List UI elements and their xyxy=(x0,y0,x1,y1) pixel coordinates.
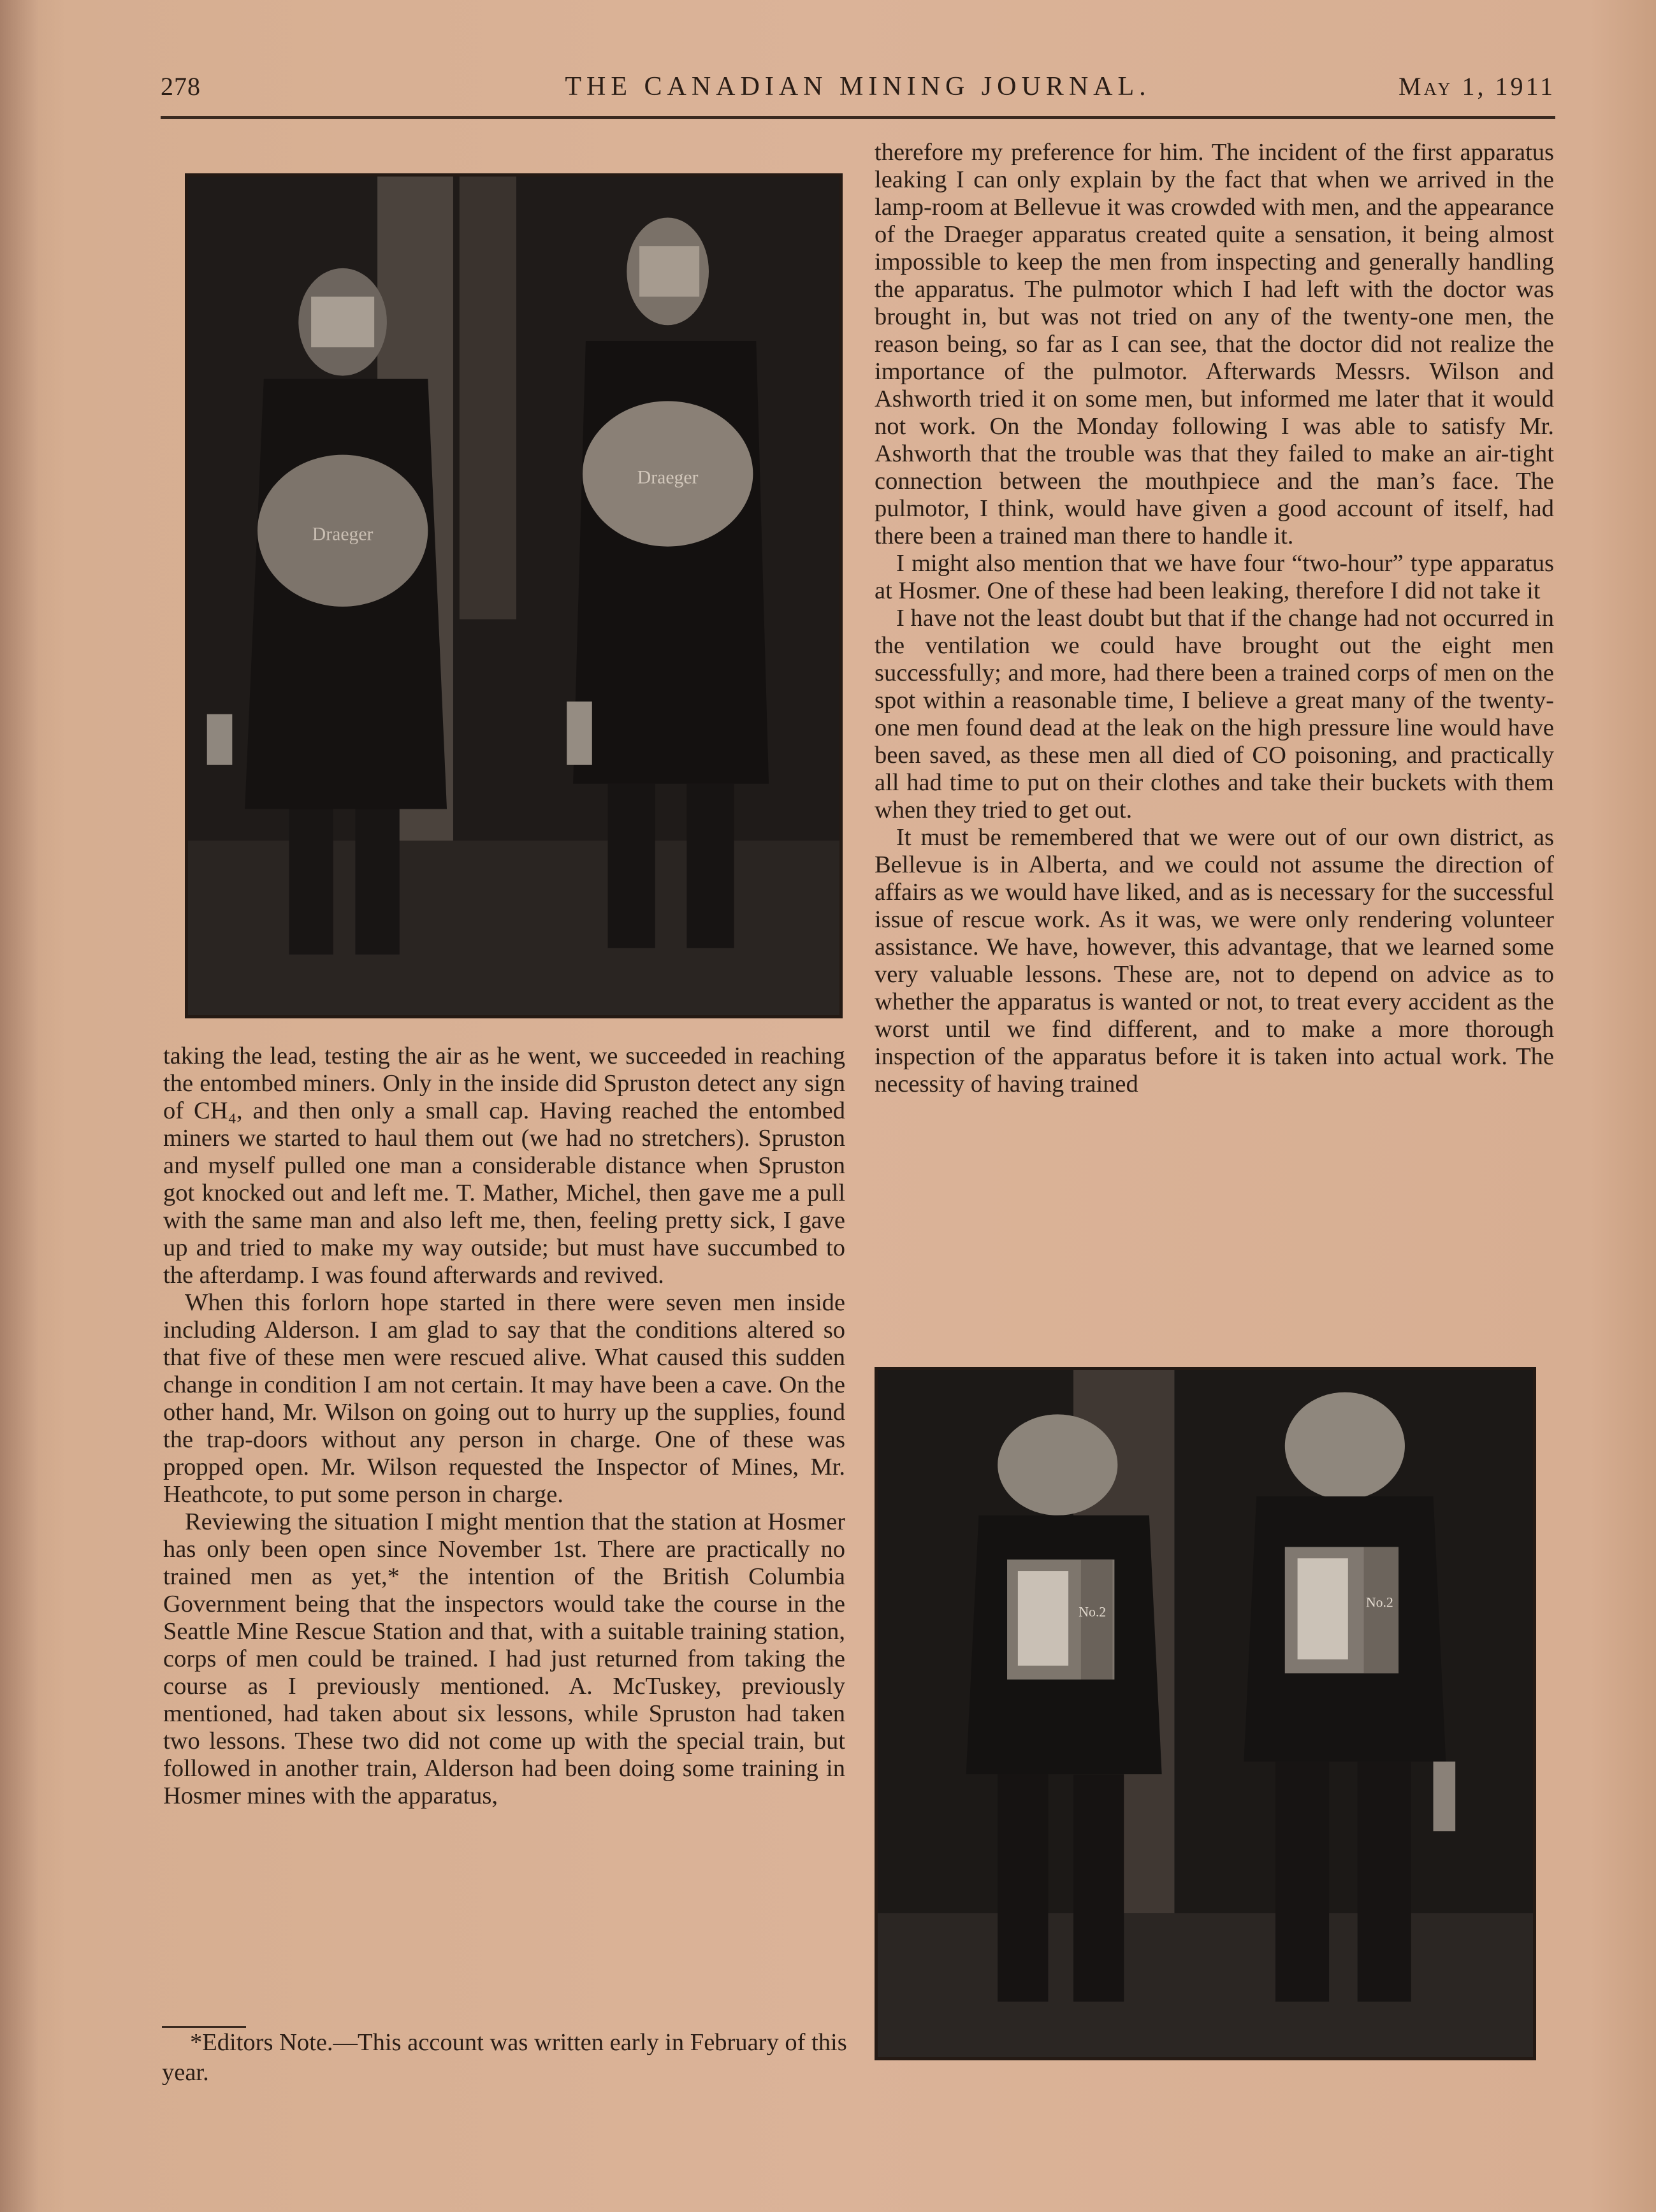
photo-apparatus-back-view-image xyxy=(878,1370,1533,2057)
journal-title: THE CANADIAN MINING JOURNAL. xyxy=(565,72,1151,101)
left-column-text xyxy=(163,1043,845,1810)
paragraph: It must be remembered that we were out of our own district, as Bellevue is in Alberta, and we could not assume the direction of affairs as we would have liked, and as is necessary for the successful issue of rescue work. As it was, we were only rendering volunteer assistance. We have, however, this advantage, that we learned some very valuable lessons. These are, not to depend on advice as to whether the apparatus is wanted or not, to treat every accident as the worst until we find different, and to make a more thorough inspection of the apparatus before it is taken into actual work. The necessity of having trained xyxy=(875,824,1554,1097)
paragraph: taking the lead, testing the air as he went, we succeeded in reaching the entombed miners. Only in the inside did Spruston detect any sign of CH₄, and then only a small cap. Having reached the entombed miners we started to haul them out (we had no stretchers). Spruston and myself pulled one man a considerable distance when Spruston got knocked out and left me. T. Mather, Michel, then gave me a pull with the same man and also left me, then, feeling pretty sick, I gave up and tried to make my way outside; but must have succumbed to the afterdamp. I was found afterwards and revived. xyxy=(163,1043,845,1289)
binding-edge xyxy=(0,0,38,2212)
apparatus-label-right: No.2 xyxy=(1365,1594,1393,1610)
paragraph: therefore my preference for him. The incident of the first apparatus leaking I can only explain by the fact that when we arrived in the lamp-room at Bellevue it was crowded with men, and the appearance of the Draeger apparatus created quite a sensation, it being almost impossible to keep the men from inspecting and generally handling the apparatus. The pulmotor which I had left with the doctor was brought in, but was not tried on any of the twenty-one men, the reason being, so far as I can see, that the doctor did not realize the importance of the pulmotor. Afterwards Messrs. Wilson and Ashworth tried it on some men, but informed me later that it would not work. On the Monday following I was able to satisfy Mr. Ashworth that the trouble was that they failed to make an air-tight connection between the mouthpiece and the man’s face. The pulmotor, I think, would have given a good account of itself, had there been a trained man there to handle it. xyxy=(875,139,1554,549)
footnote: *Editors Note.—This account was written early in February of this year. xyxy=(162,2029,847,2086)
photo-draeger-helmets-image xyxy=(188,177,839,1015)
photo-draeger-helmets xyxy=(185,173,843,1018)
running-header xyxy=(161,71,1555,119)
bag-label-left: Draeger xyxy=(312,523,374,545)
paragraph: I might also mention that we have four “two-hour” type apparatus at Hosmer. One of these had been leaking, therefore I did not take it xyxy=(875,550,1554,604)
apparatus-label-left: No.2 xyxy=(1079,1604,1107,1620)
photo-apparatus-back-view xyxy=(875,1367,1536,2060)
issue-date: May 1, 1911 xyxy=(1398,72,1555,101)
bag-label-right: Draeger xyxy=(637,466,699,488)
right-column-text xyxy=(875,139,1554,1098)
paragraph: Reviewing the situation I might mention that the station at Hosmer has only been open since November 1st. There are practically no trained men as yet,* the intention of the British Columbia Government being that the inspectors would take the course in the Seattle Mine Rescue Station and that, with a suitable training station, corps of men could be trained. I had just returned from taking the course as I previously mentioned. A. McTuskey, previously mentioned, had taken about six lessons, while Spruston had taken two lessons. These two did not come up with the special train, but followed in another train, Alderson had been doing some training in Hosmer mines with the apparatus, xyxy=(163,1508,845,1809)
paragraph: I have not the least doubt but that if the change had not occurred in the ventilation we could have brought out the eight men successfully; and more, had there been a trained corps of men on the spot within a reasonable time, I believe a great many of the twenty-one men found dead at the leak on the high pressure line would have been saved, as these men all died of CO poisoning, and practically all had time to put on their clothes and take their buckets with them when they tried to get out. xyxy=(875,605,1554,823)
page-number: 278 xyxy=(161,72,201,101)
paragraph: When this forlorn hope started in there were seven men inside including Alderson. I am glad to say that the conditions altered so that five of these men were rescued alive. What caused this sudden change in condition I am not certain. It may have been a cave. On the other hand, Mr. Wilson on going out to hurry up the supplies, found the trap-doors without any person in charge. One of these was propped open. Mr. Wilson requested the Inspector of Mines, Mr. Heathcote, to put some person in charge. xyxy=(163,1289,845,1508)
